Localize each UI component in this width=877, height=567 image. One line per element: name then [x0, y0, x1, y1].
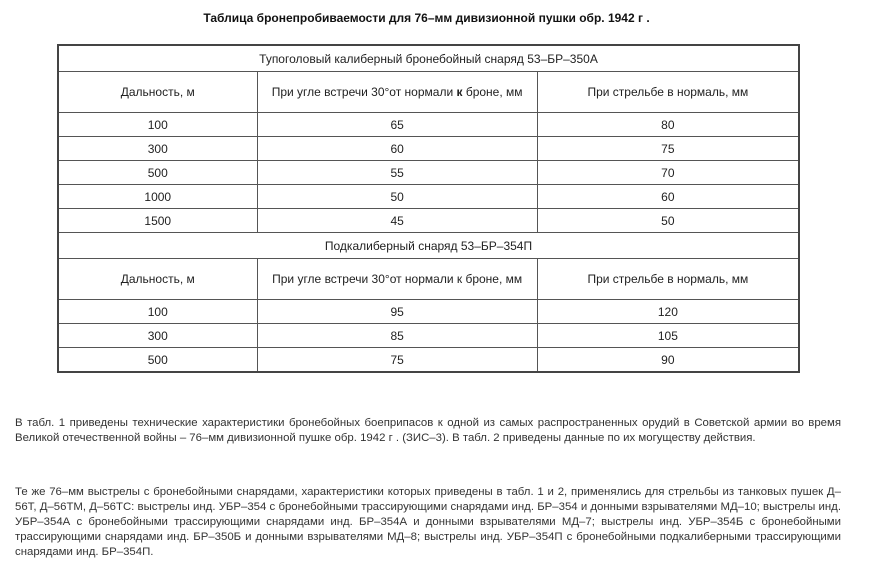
- cell-angle: 85: [257, 324, 537, 348]
- table-row: [58, 324, 799, 348]
- cell-angle: 65: [257, 113, 537, 137]
- table-row: [58, 161, 799, 185]
- column-header-normal: При стрельбе в нормаль, мм: [537, 259, 799, 300]
- column-header-normal: При стрельбе в нормаль, мм: [537, 72, 799, 113]
- cell-range: 500: [58, 161, 257, 185]
- cell-range: 1000: [58, 185, 257, 209]
- cell-angle: 45: [257, 209, 537, 233]
- cell-normal: 90: [537, 348, 799, 373]
- cell-range: 300: [58, 324, 257, 348]
- column-header-angle: При угле встречи 30°от нормали к броне, мм: [257, 72, 537, 113]
- column-header-range: Дальность, м: [58, 259, 257, 300]
- cell-normal: 60: [537, 185, 799, 209]
- column-header-row: [58, 259, 799, 300]
- table-row: [58, 113, 799, 137]
- cell-normal: 120: [537, 300, 799, 324]
- cell-normal: 105: [537, 324, 799, 348]
- table-row: [58, 185, 799, 209]
- cell-normal: 80: [537, 113, 799, 137]
- table-row: [58, 137, 799, 161]
- column-header-angle: При угле встречи 30°от нормали к броне, мм: [257, 259, 537, 300]
- cell-normal: 70: [537, 161, 799, 185]
- column-header-row: [58, 72, 799, 113]
- paragraph: В табл. 1 приведены технические характеристики бронебойных боеприпасов к одной из самых распространенных орудий в Советской армии во время Великой отечественной войны – 76–мм дивизионной пушке обр. 1942 г . (ЗИС–3). В табл. 2 приведены данные по их могуществу действия.: [15, 417, 841, 444]
- cell-range: 100: [58, 113, 257, 137]
- column-header-range: Дальность, м: [58, 72, 257, 113]
- cell-angle: 55: [257, 161, 537, 185]
- cell-angle: 75: [257, 348, 537, 373]
- document-title: Таблица бронепробиваемости для 76–мм дивизионной пушки обр. 1942 г .: [203, 11, 650, 25]
- cell-range: 500: [58, 348, 257, 373]
- paragraph: Те же 76–мм выстрелы с бронебойными снарядами, характеристики которых приведены в табл. 1 и 2, применялись для стрельбы из танковых пушек Д–56Т, Д–56ТМ, Д–56ТС: выстрелы инд. УБР–354 с бронебойными трассирующими снарядами инд. БР–354 и донными взрывателями МД–10; выстрелы инд. УБР–354А с бронебойными трассирующими снарядами инд. БР–354А и донными взрывателями МД–7; выстрелы инд. УБР–354Б с бронебойными трассирующими снарядами инд. БР–350Б и донными взрывателями МД–8; выстрелы инд. УБР–354П с бронебойными подкалиберными трассирующими снарядами инд. БР–354П.: [15, 486, 841, 558]
- cell-normal: 75: [537, 137, 799, 161]
- cell-angle: 60: [257, 137, 537, 161]
- cell-normal: 50: [537, 209, 799, 233]
- armor-penetration-table: [57, 44, 800, 373]
- cell-angle: 95: [257, 300, 537, 324]
- cell-angle: 50: [257, 185, 537, 209]
- section-heading: Подкалиберный снаряд 53–БР–354П: [58, 233, 799, 259]
- section-heading-row: [58, 45, 799, 72]
- table-row: [58, 300, 799, 324]
- cell-range: 1500: [58, 209, 257, 233]
- cell-range: 100: [58, 300, 257, 324]
- cell-range: 300: [58, 137, 257, 161]
- section-heading-row: [58, 233, 799, 259]
- table-row: [58, 348, 799, 373]
- table-row: [58, 209, 799, 233]
- section-heading: Тупоголовый калиберный бронебойный снаряд 53–БР–350А: [58, 45, 799, 72]
